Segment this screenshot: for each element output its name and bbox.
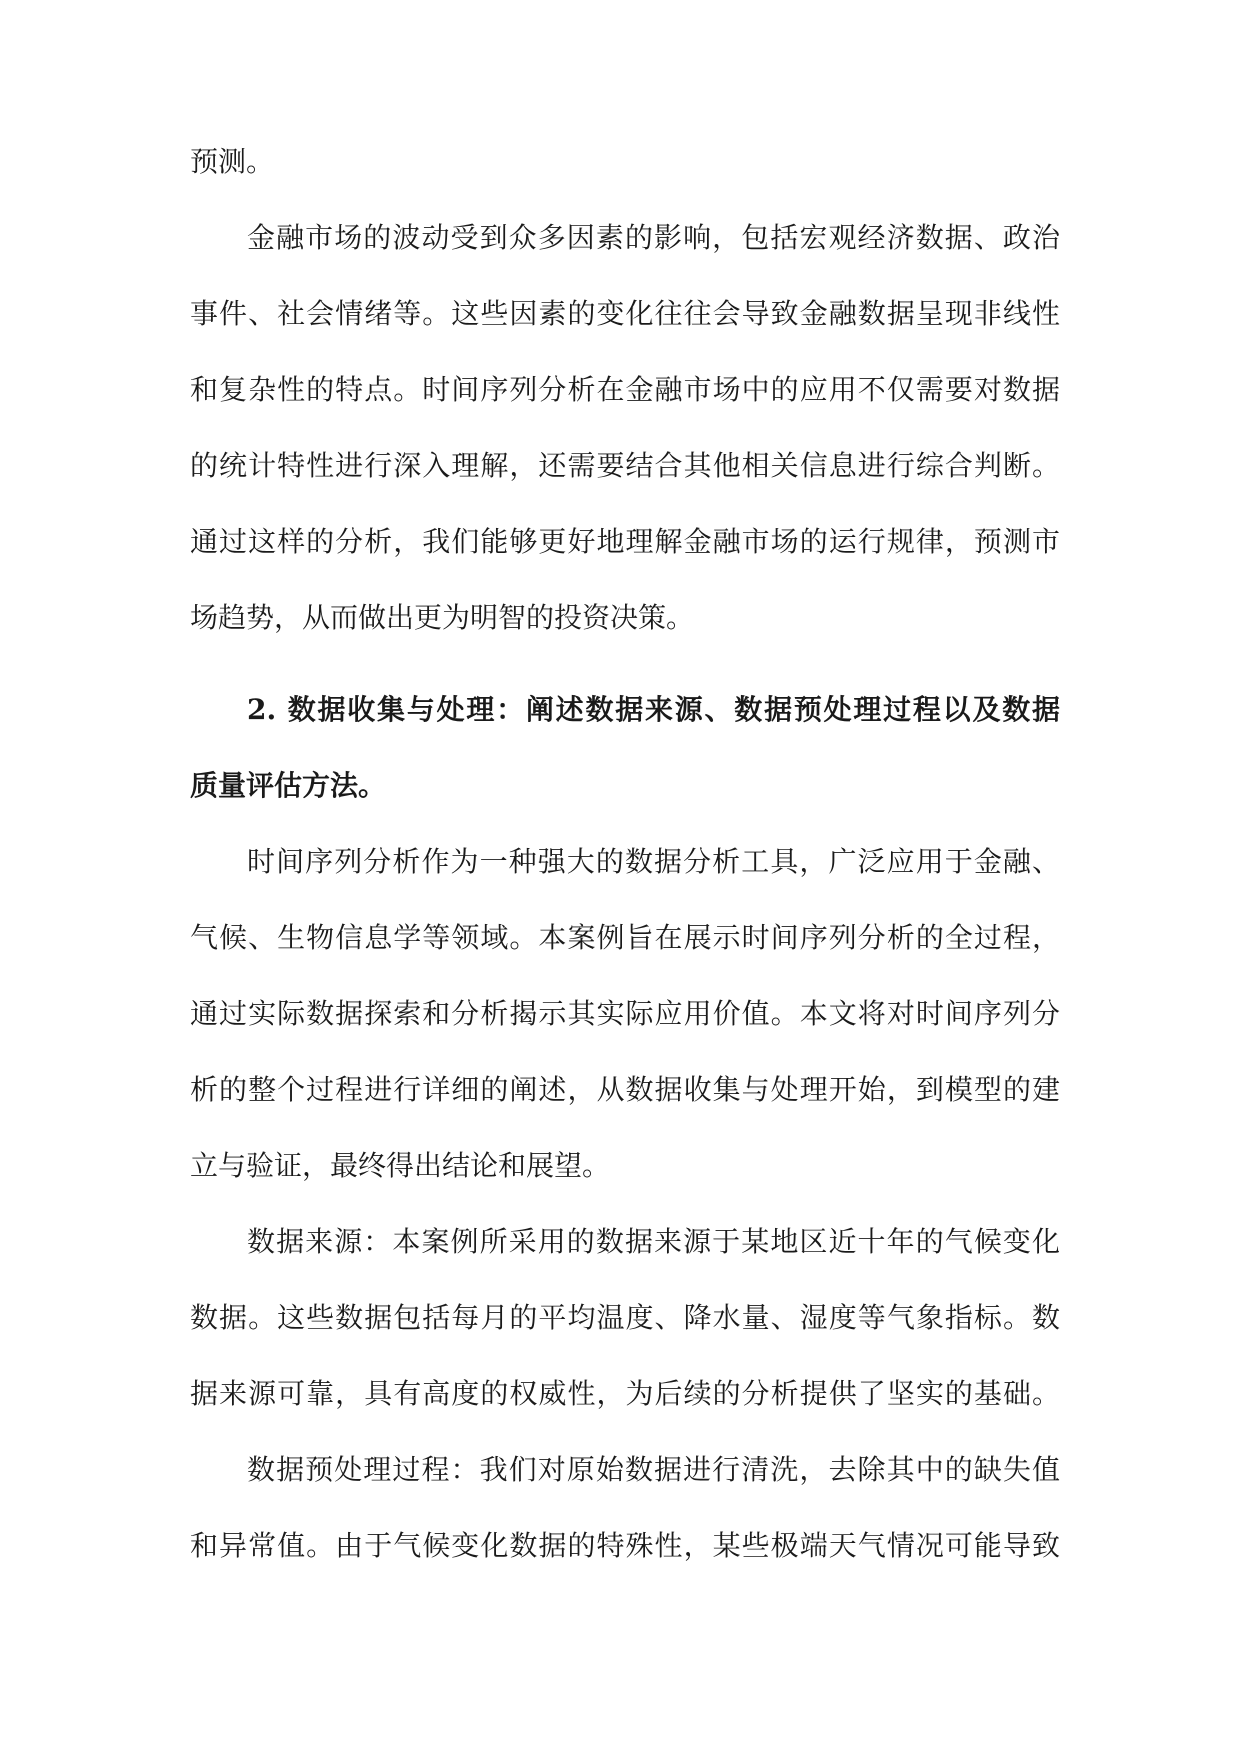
text-line: 和异常值。由于气候变化数据的特殊性，某些极端天气情况可能导致 <box>190 1529 1060 1562</box>
document-body <box>190 146 1060 1562</box>
text-line: 的统计特性进行深入理解，还需要结合其他相关信息进行综合判断。 <box>190 449 1060 482</box>
text-line: 和复杂性的特点。时间序列分析在金融市场中的应用不仅需要对数据 <box>190 373 1060 406</box>
text-line: 场趋势，从而做出更为明智的投资决策。 <box>190 601 695 634</box>
text-line: 时间序列分析作为一种强大的数据分析工具，广泛应用于金融、 <box>247 845 1060 878</box>
text-line: 通过实际数据探索和分析揭示其实际应用价值。本文将对时间序列分 <box>190 997 1060 1030</box>
text-line: 预测。 <box>190 145 275 178</box>
text-line: 据来源可靠，具有高度的权威性，为后续的分析提供了坚实的基础。 <box>190 1377 1060 1410</box>
text-line: 数据。这些数据包括每月的平均温度、降水量、湿度等气象指标。数 <box>190 1301 1060 1334</box>
text-line: 数据预处理过程：我们对原始数据进行清洗，去除其中的缺失值 <box>247 1453 1060 1486</box>
section-heading-line: 质量评估方法。 <box>190 769 387 802</box>
text-line: 事件、社会情绪等。这些因素的变化往往会导致金融数据呈现非线性 <box>190 297 1060 330</box>
section-heading-line: 2. 数据收集与处理：阐述数据来源、数据预处理过程以及数据 <box>247 693 1060 726</box>
text-line: 金融市场的波动受到众多因素的影响，包括宏观经济数据、政治 <box>247 221 1060 254</box>
text-line: 数据来源：本案例所采用的数据来源于某地区近十年的气候变化 <box>247 1225 1060 1258</box>
text-line: 气候、生物信息学等领域。本案例旨在展示时间序列分析的全过程， <box>190 921 1060 954</box>
text-line: 立与验证，最终得出结论和展望。 <box>190 1149 611 1182</box>
text-line: 通过这样的分析，我们能够更好地理解金融市场的运行规律，预测市 <box>190 525 1060 558</box>
text-line: 析的整个过程进行详细的阐述，从数据收集与处理开始，到模型的建 <box>190 1073 1060 1106</box>
